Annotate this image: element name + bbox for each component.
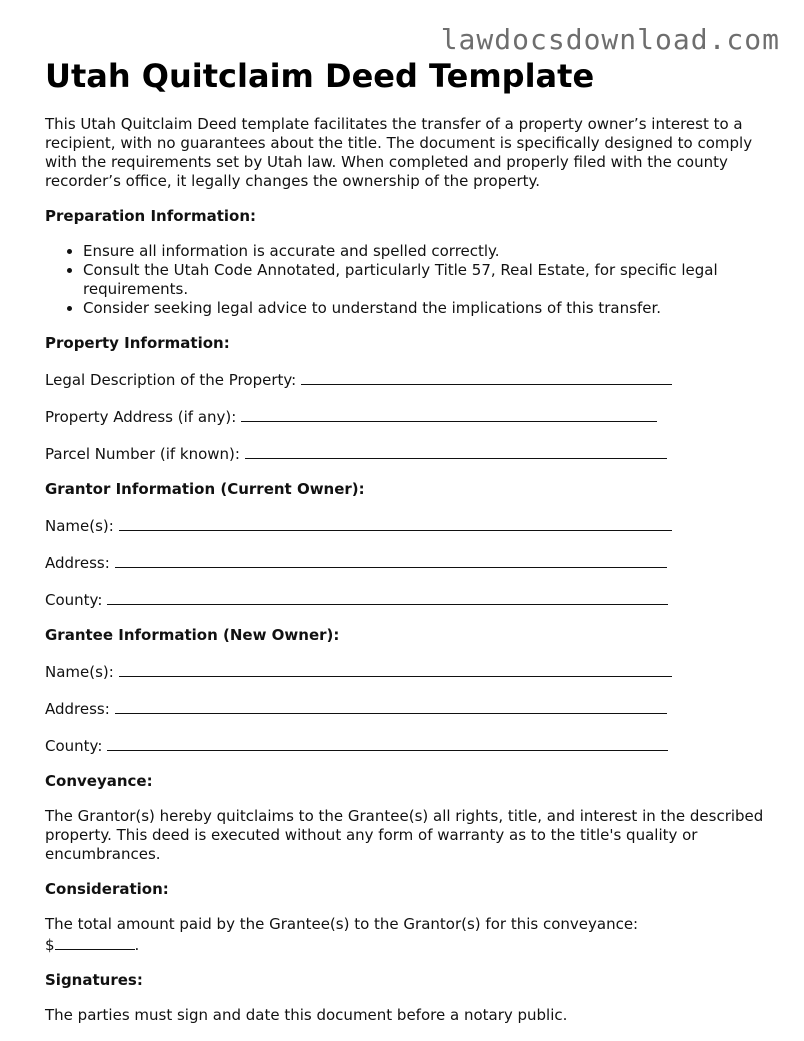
- grantor-names-label: Name(s):: [45, 517, 114, 535]
- consideration-heading: Consideration:: [45, 880, 169, 898]
- list-item: • Ensure all information is accurate and spelled correctly.: [83, 242, 765, 261]
- grantor-county-label: County:: [45, 591, 103, 609]
- preparation-heading: Preparation Information:: [45, 207, 256, 225]
- property-address-blank[interactable]: [241, 406, 657, 422]
- property-heading: Property Information:: [45, 334, 230, 352]
- property-address-field: [45, 406, 765, 427]
- grantee-address-label: Address:: [45, 700, 110, 718]
- legal-description-blank[interactable]: [301, 369, 672, 385]
- property-address-label: Property Address (if any):: [45, 408, 237, 426]
- list-item: • Consult the Utah Code Annotated, particularly Title 57, Real Estate, for specific legal requirements.: [83, 261, 765, 299]
- amount-blank[interactable]: [55, 934, 135, 950]
- parcel-number-label: Parcel Number (if known):: [45, 445, 240, 463]
- legal-description-label: Legal Description of the Property:: [45, 371, 297, 389]
- document-page: [45, 58, 765, 1041]
- document-title: Utah Quitclaim Deed Template: [45, 57, 595, 95]
- legal-description-field: [45, 369, 765, 390]
- grantor-address-label: Address:: [45, 554, 110, 572]
- signatures-paragraph: The parties must sign and date this document before a notary public.: [45, 1006, 568, 1024]
- grantor-county-field: [45, 589, 765, 610]
- preparation-list: [45, 242, 765, 318]
- parcel-number-blank[interactable]: [245, 443, 667, 459]
- grantor-names-blank[interactable]: [119, 515, 672, 531]
- grantee-heading: Grantee Information (New Owner):: [45, 626, 340, 644]
- currency-symbol: $: [45, 936, 55, 954]
- grantee-address-field: [45, 698, 765, 719]
- grantee-names-field: [45, 661, 765, 682]
- parcel-number-field: [45, 443, 765, 464]
- grantor-address-blank[interactable]: [115, 552, 667, 568]
- signatures-heading: Signatures:: [45, 971, 143, 989]
- watermark: lawdocsdownload.com: [440, 23, 780, 56]
- grantee-address-blank[interactable]: [115, 698, 667, 714]
- intro-paragraph: This Utah Quitclaim Deed template facilitates the transfer of a property owner’s interest to a recipient, with no guarantees about the title. The document is specifically designed to comply with the requirements set by Utah law. When completed and properly filed with the county recorder’s office, it legally changes the ownership of the property.: [45, 115, 753, 190]
- grantor-address-field: [45, 552, 765, 573]
- consideration-end: .: [134, 936, 140, 954]
- grantee-county-label: County:: [45, 737, 103, 755]
- grantor-names-field: [45, 515, 765, 536]
- grantee-names-label: Name(s):: [45, 663, 114, 681]
- grantee-names-blank[interactable]: [119, 661, 672, 677]
- consideration-text: The total amount paid by the Grantee(s) to the Grantor(s) for this conveyance:: [45, 915, 639, 933]
- grantor-heading: Grantor Information (Current Owner):: [45, 480, 365, 498]
- conveyance-heading: Conveyance:: [45, 772, 153, 790]
- consideration-paragraph: [45, 915, 765, 955]
- grantee-county-blank[interactable]: [107, 735, 668, 751]
- grantee-county-field: [45, 735, 765, 756]
- conveyance-paragraph: The Grantor(s) hereby quitclaims to the Grantee(s) all rights, title, and interest in the described property. This deed is executed without any form of warranty as to the title's quality or encumbrances.: [45, 807, 764, 863]
- list-item: • Consider seeking legal advice to understand the implications of this transfer.: [83, 299, 765, 318]
- grantor-county-blank[interactable]: [107, 589, 668, 605]
